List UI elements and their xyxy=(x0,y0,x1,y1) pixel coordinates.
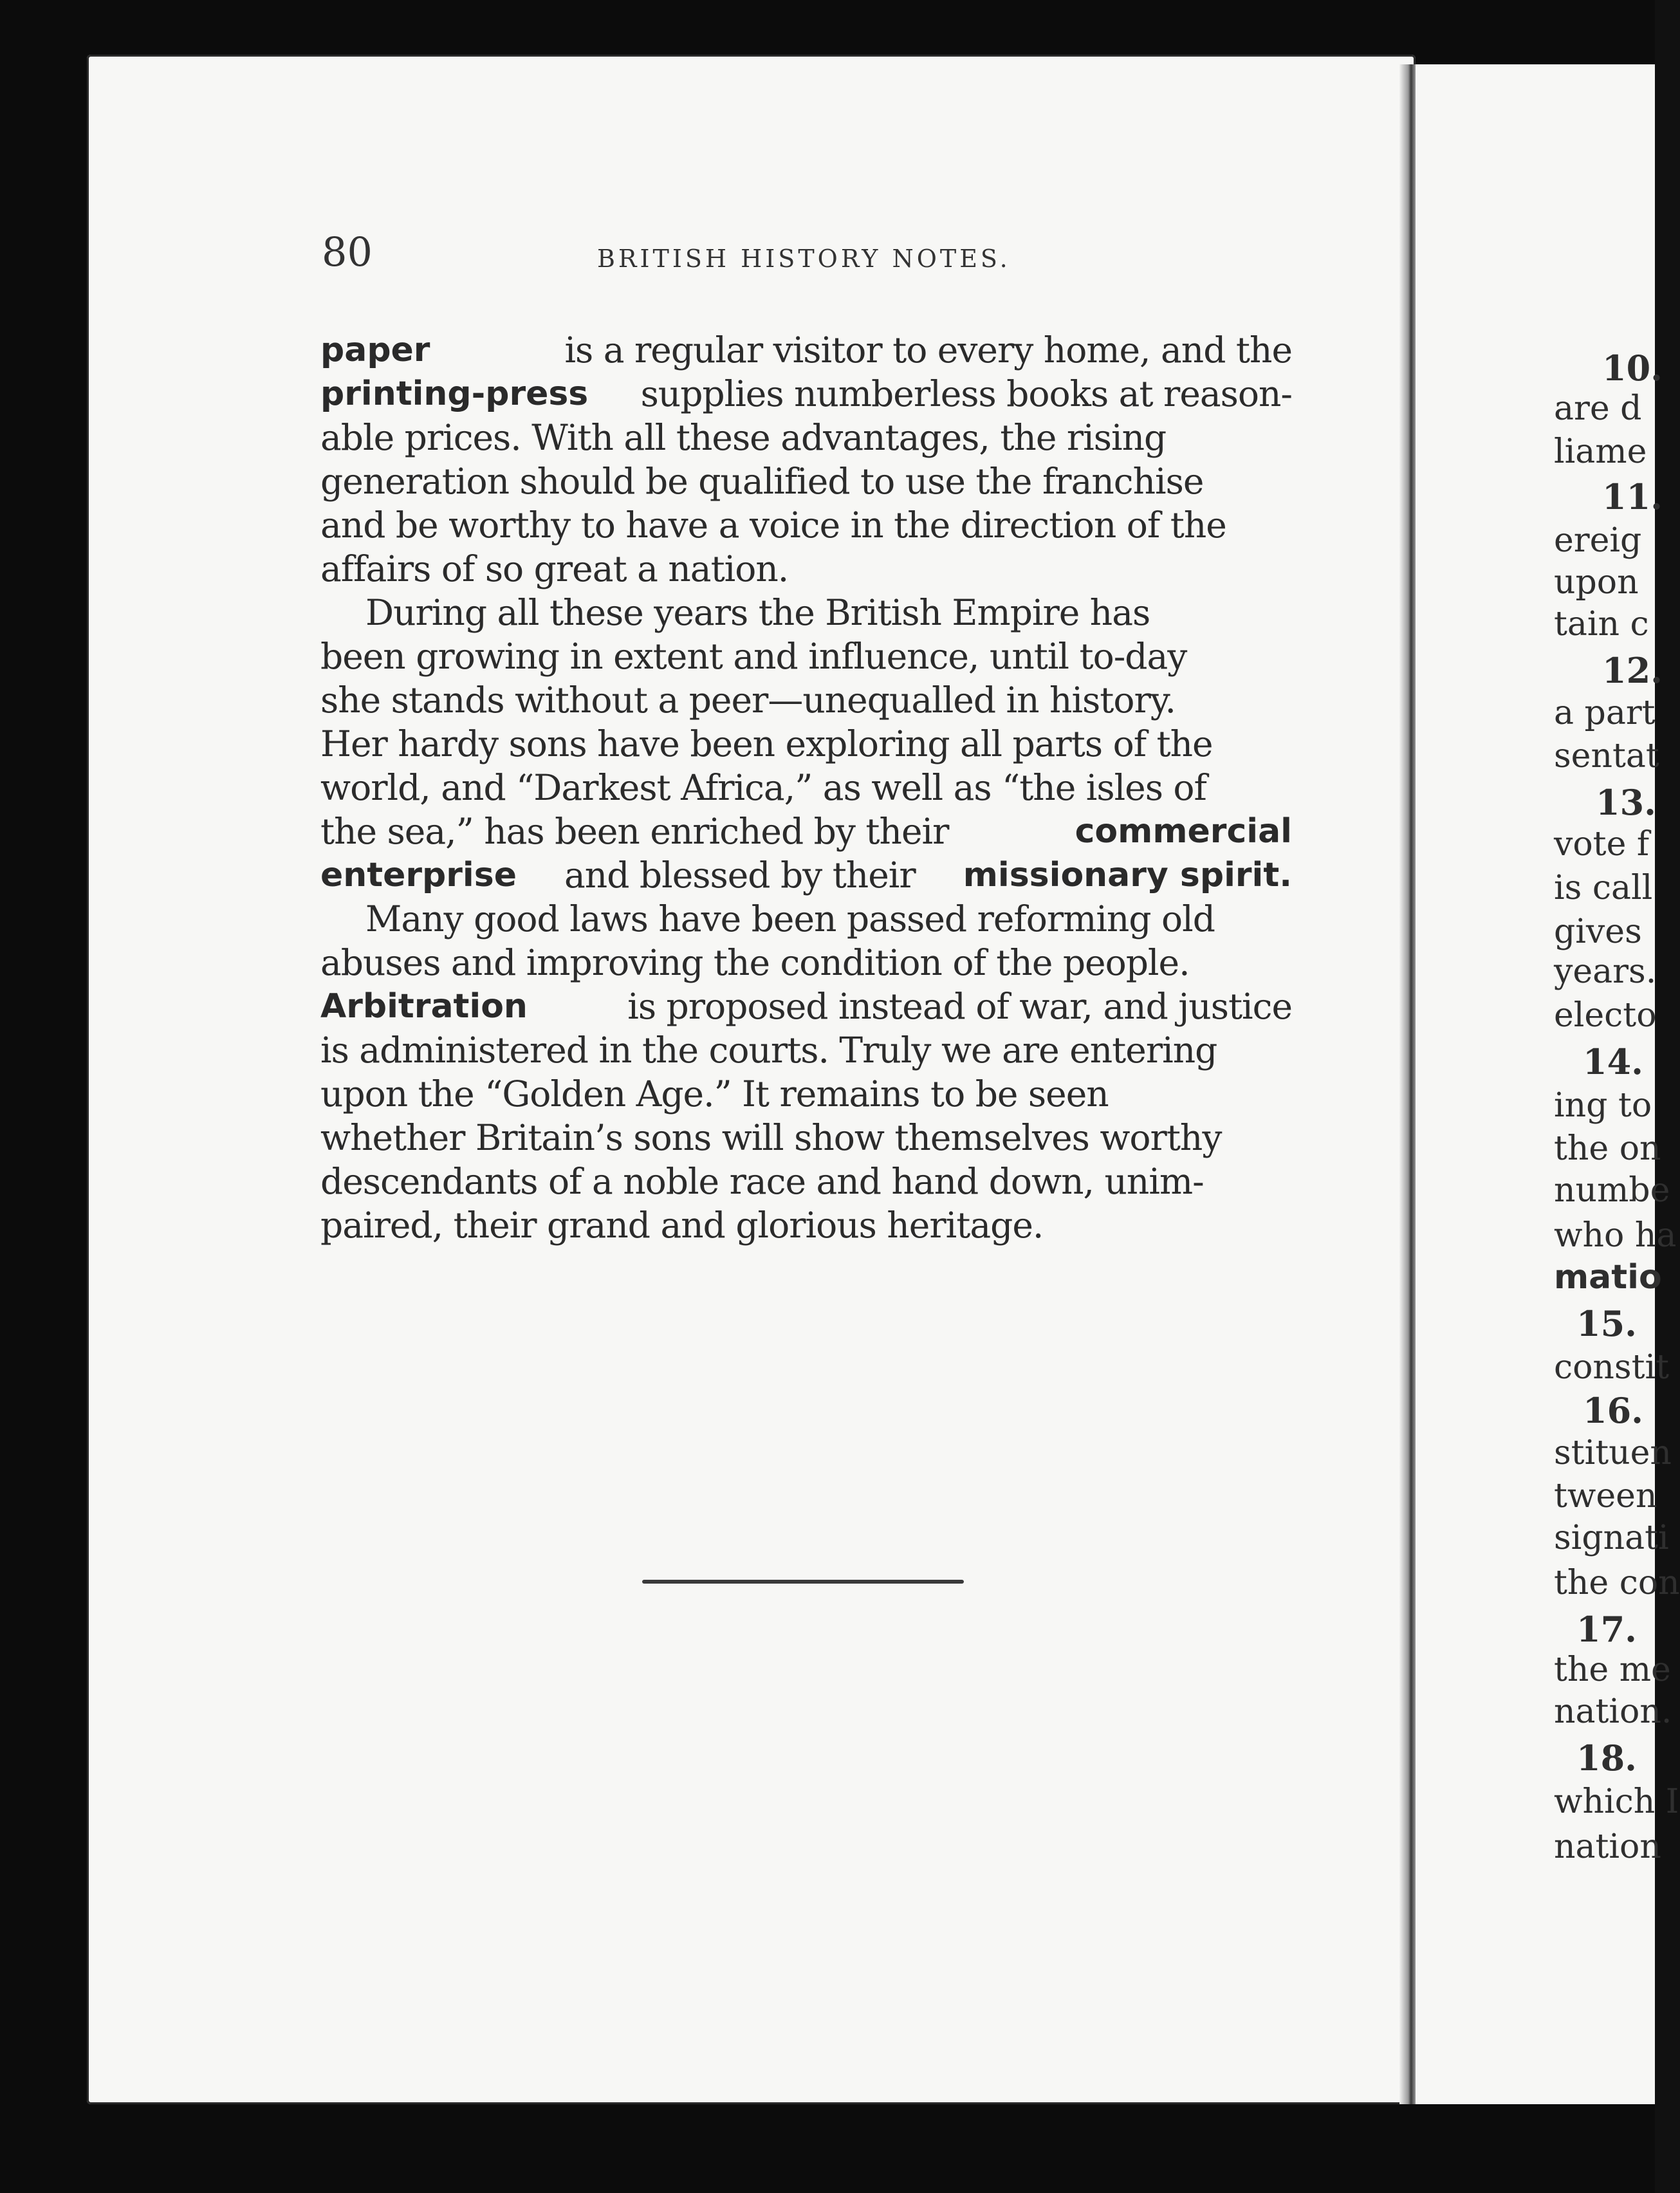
facing-page-line: 18. xyxy=(1576,1737,1637,1779)
facing-page-line: 15. xyxy=(1576,1303,1637,1344)
facing-page-line: 10. xyxy=(1602,347,1663,389)
text-line: able prices. With all these advantages, the rising xyxy=(320,417,1167,458)
text-line: and be worthy to have a voice in the direction of the xyxy=(320,504,1226,546)
text-line: world, and “Darkest Africa,” as well as “the isles of xyxy=(320,767,1206,808)
facing-page-line: stituen xyxy=(1554,1434,1672,1472)
text-line: enterprise and blessed by their missionary spirit. xyxy=(320,855,1292,896)
text-line: the sea,” has been enriched by their commercial xyxy=(320,811,1292,852)
facing-page-line: upon xyxy=(1554,563,1639,602)
text-line: whether Britain’s sons will show themselves worthy xyxy=(320,1117,1222,1158)
text-line: Her hardy sons have been exploring all parts of the xyxy=(320,723,1213,764)
facing-page-line: matio xyxy=(1554,1258,1662,1297)
text-line: generation should be qualified to use the franchise xyxy=(320,461,1204,502)
facing-page-line: who ha xyxy=(1554,1216,1677,1255)
text-line: descendants of a noble race and hand down, unim- xyxy=(320,1161,1204,1202)
facing-page-line: ing to xyxy=(1554,1086,1652,1125)
facing-page-line: 11. xyxy=(1602,476,1663,517)
text-line: Many good laws have been passed reforming old xyxy=(365,898,1215,939)
facing-page-line: 12. xyxy=(1602,650,1663,691)
facing-page-line: the con xyxy=(1554,1564,1680,1602)
body-text xyxy=(320,328,1292,1247)
running-head: BRITISH HISTORY NOTES. xyxy=(597,245,1011,273)
text-line: affairs of so great a nation. xyxy=(320,548,789,589)
facing-page-line: is call xyxy=(1554,869,1653,907)
section-rule xyxy=(642,1580,964,1584)
facing-page-line: liame xyxy=(1554,432,1647,471)
facing-page-line: which I xyxy=(1554,1782,1679,1821)
text-line: upon the “Golden Age.” It remains to be seen xyxy=(320,1073,1109,1115)
facing-page-line: nation xyxy=(1554,1828,1661,1866)
page-number: 80 xyxy=(322,228,373,275)
facing-page-line: constit xyxy=(1554,1348,1670,1387)
text-line: During all these years the British Empire has xyxy=(365,592,1150,633)
text-line: Arbitration is proposed instead of war, and justice xyxy=(320,986,1292,1027)
text-line: paper is a regular visitor to every home, and the xyxy=(320,329,1292,371)
facing-page-line: 16. xyxy=(1583,1390,1643,1431)
text-line: she stands without a peer—unequalled in history. xyxy=(320,680,1176,721)
facing-page-line: the on xyxy=(1554,1129,1661,1168)
facing-page-line: years. xyxy=(1554,952,1657,991)
facing-page-line: tain c xyxy=(1554,605,1649,643)
facing-page-line: numbe xyxy=(1554,1171,1670,1210)
facing-page-line: sentat xyxy=(1554,737,1659,775)
facing-page-line: tween xyxy=(1554,1477,1657,1515)
facing-page-line: 14. xyxy=(1583,1041,1643,1082)
text-line: been growing in extent and influence, until to-day xyxy=(320,636,1187,677)
text-line: printing-press supplies numberless books at reason- xyxy=(320,373,1292,414)
text-line: abuses and improving the condition of the people. xyxy=(320,942,1190,983)
text-line: is administered in the courts. Truly we are entering xyxy=(320,1030,1217,1071)
facing-page-line: ereig xyxy=(1554,521,1642,560)
facing-page-line: 13. xyxy=(1596,782,1656,823)
facing-page-line: the me xyxy=(1554,1651,1671,1689)
facing-page-line: nation. xyxy=(1554,1692,1672,1731)
facing-page-line: electo xyxy=(1554,996,1657,1035)
facing-page-line: vote f xyxy=(1554,825,1650,864)
facing-page-line: 17. xyxy=(1576,1609,1637,1650)
facing-page-line: are d xyxy=(1554,389,1642,428)
facing-page-line: signati xyxy=(1554,1519,1669,1557)
facing-page-line: gives xyxy=(1554,912,1642,951)
text-line: paired, their grand and glorious heritage. xyxy=(320,1205,1044,1246)
facing-page-line: a part xyxy=(1554,694,1656,732)
